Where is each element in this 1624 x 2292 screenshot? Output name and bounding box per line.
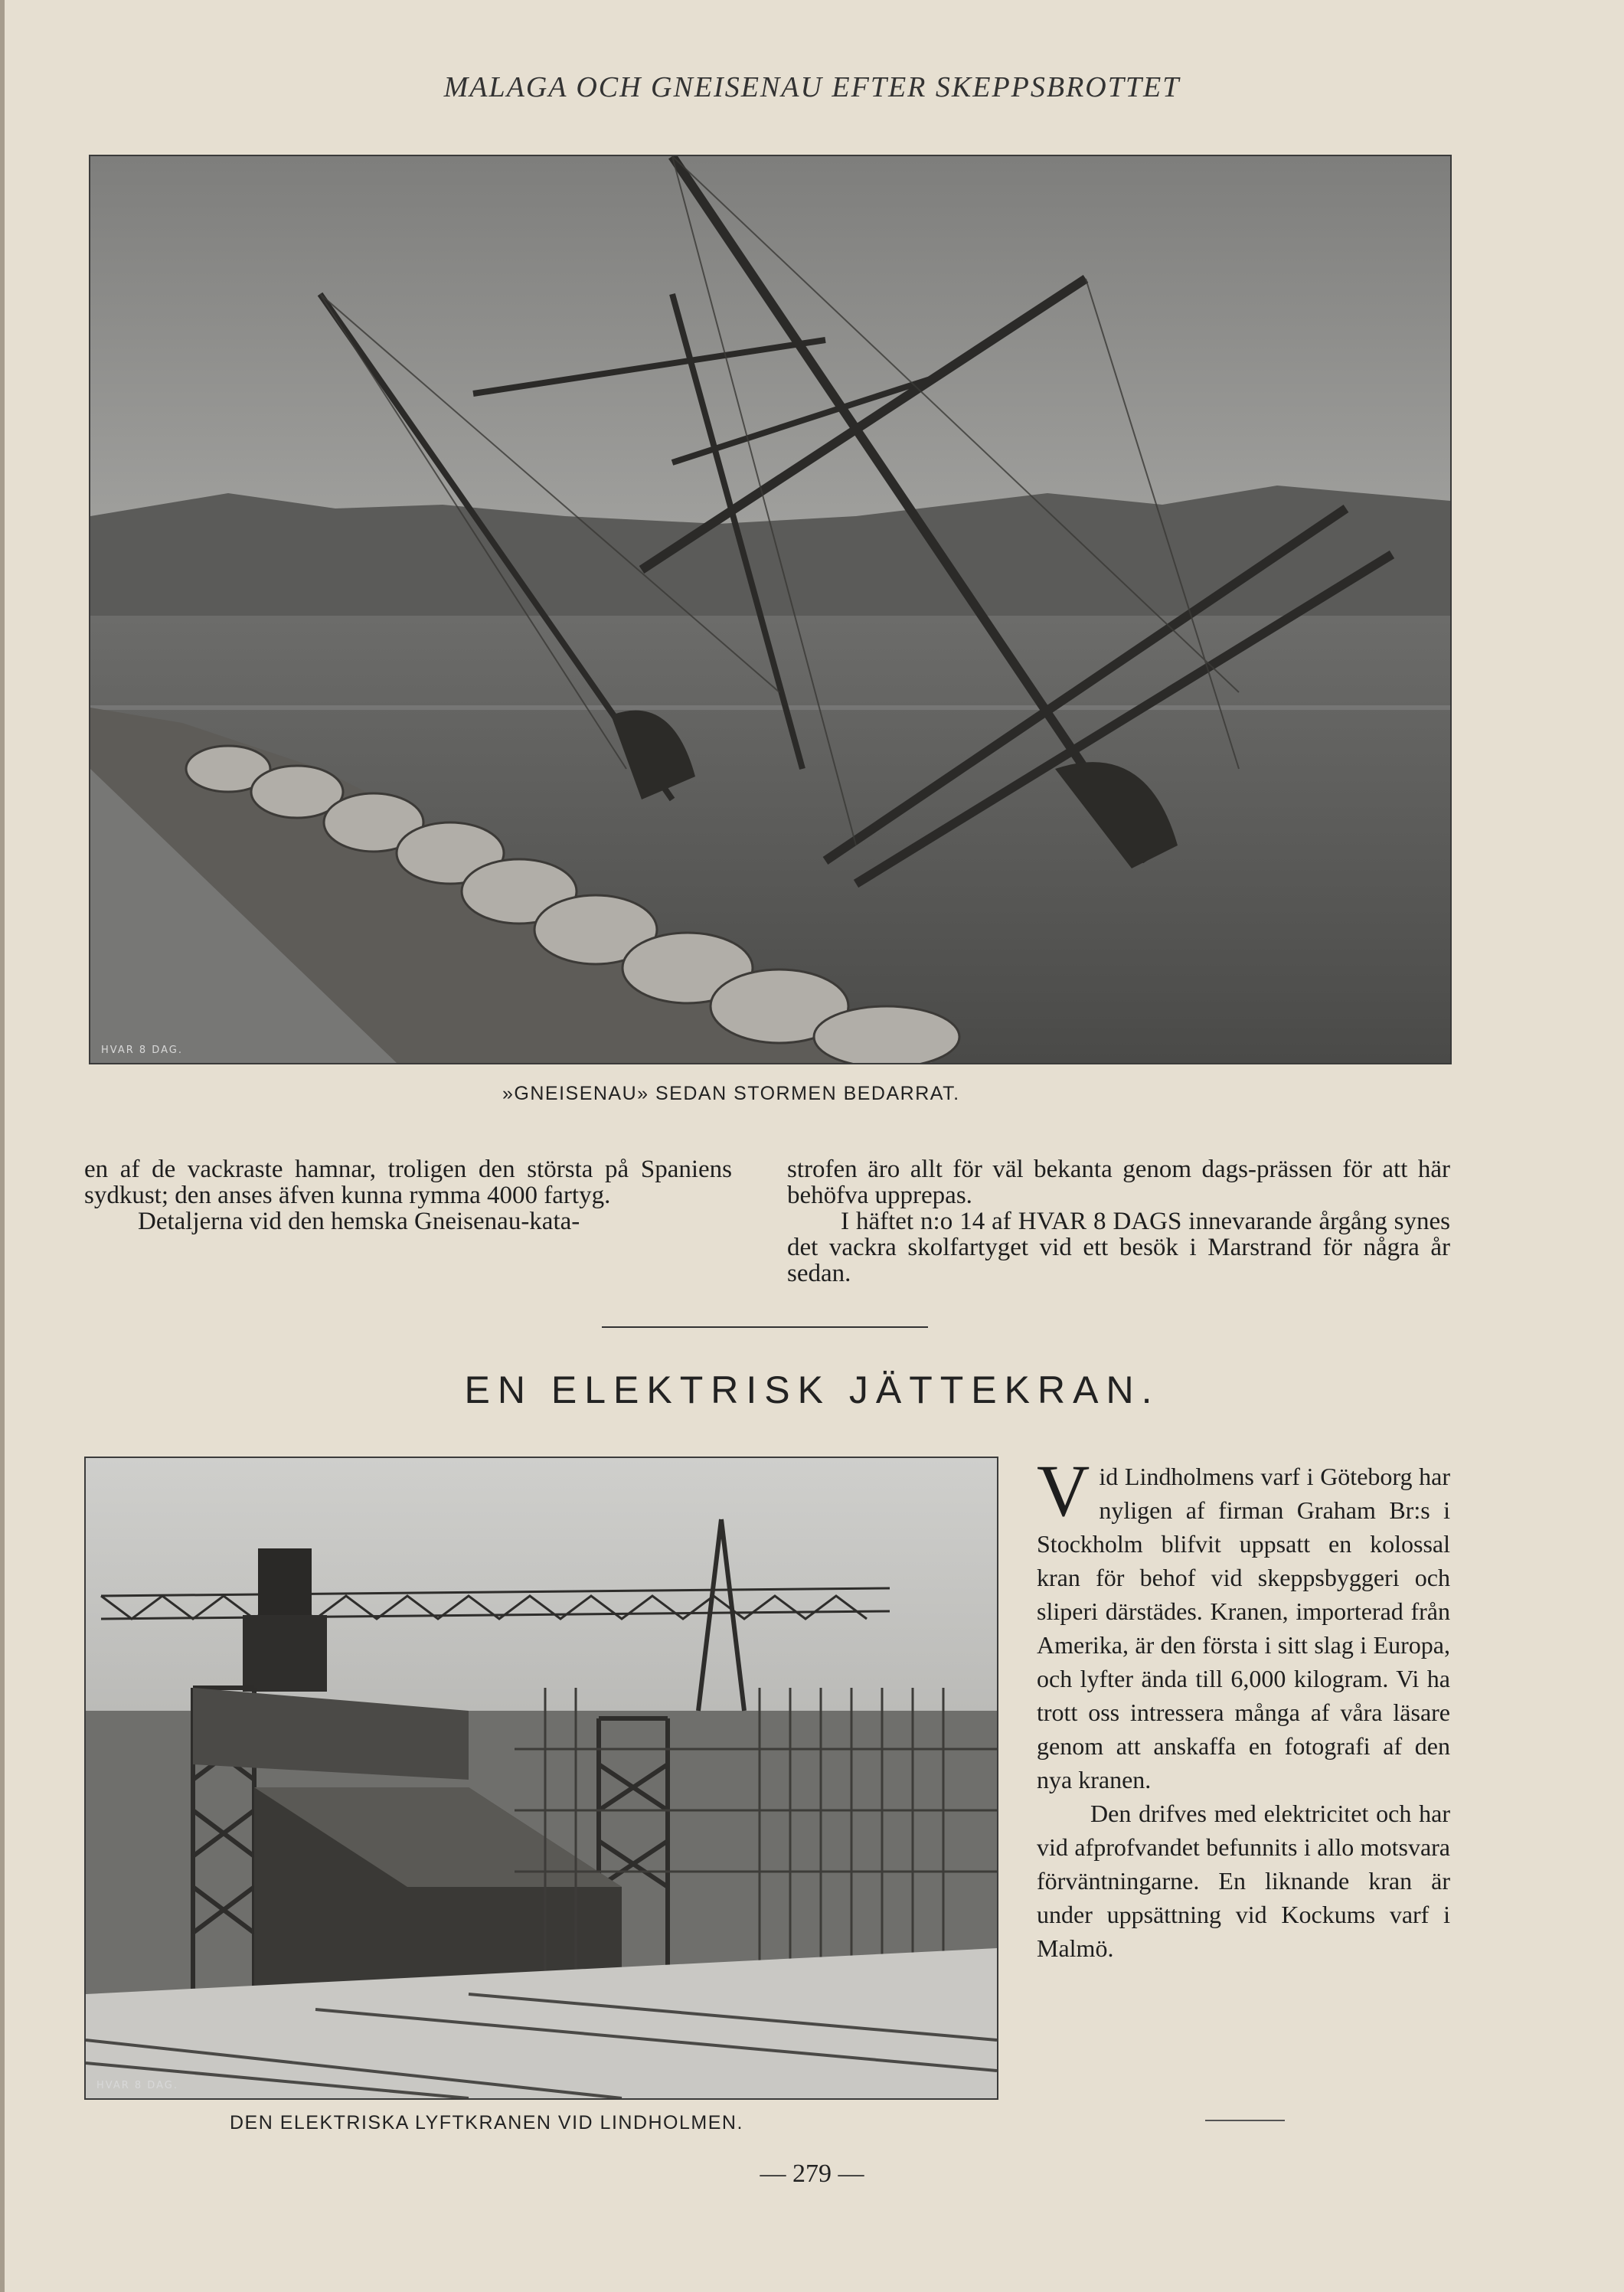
paragraph: Detaljerna vid den hemska Gneisenau-kata- [138,1208,580,1235]
upper-text-right-column [787,1156,1450,1287]
shipwreck-photo [89,155,1452,1064]
article-column [1037,1450,1450,1965]
divider-rule [1205,2120,1285,2121]
photo-credit: HVAR 8 DAG. [96,2080,178,2091]
upper-text-left-column [84,1156,732,1234]
crane-illustration [86,1458,997,2098]
article-paragraph: Den drifves med elektricitet och har vid afprofvandet befunnits i allo motsvara förväntningarne. En liknande kran är under uppsättning vid Kockums varf i Malmö. [1037,1800,1450,1962]
running-head: MALAGA OCH GNEISENAU EFTER SKEPPSBROTTET [443,71,1181,103]
page-number: — 279 — [760,2160,864,2188]
article-paragraph [1037,1450,1450,1797]
dropcap: V [1037,1450,1090,1532]
crane-photo [84,1457,998,2100]
paragraph: en af de vackraste hamnar, troligen den största på Spaniens sydkust; den anses äfven kunna rymma 4000 fartyg. [84,1156,732,1209]
shipwreck-illustration [90,156,1450,1063]
paragraph: strofen äro allt för väl bekanta genom dags-prässen för att här behöfva upprepas. [787,1156,1450,1209]
paragraph: I häftet n:o 14 af HVAR 8 DAGS innevarande årgång synes det vackra skolfartyget vid ett besök i Marstrand för några år sedan. [787,1208,1450,1287]
divider-rule [602,1326,928,1328]
photo-credit: HVAR 8 DAG. [101,1045,183,1056]
page-edge [0,0,5,2292]
photo-caption: »GNEISENAU» SEDAN STORMEN BEDARRAT. [502,1083,960,1104]
section-title: EN ELEKTRISK JÄTTEKRAN. [464,1368,1160,1411]
photo-caption: DEN ELEKTRISKA LYFTKRANEN VID LINDHOLMEN. [230,2112,743,2133]
article-text: id Lindholmens varf i Göteborg har nyligen af firman Graham Br:s i Stockholm blifvit uppsatt en kolossal kran för behof vid skeppsbyggeri och sliperi därstädes. Kranen, importerad från Amerika, är den första i sitt slag i Europa, och lyfter ända till 6,000 kilogram. Vi ha trott oss intressera många af våra läsare genom att anskaffa en fotografi af den nya kranen. [1037,1463,1450,1793]
